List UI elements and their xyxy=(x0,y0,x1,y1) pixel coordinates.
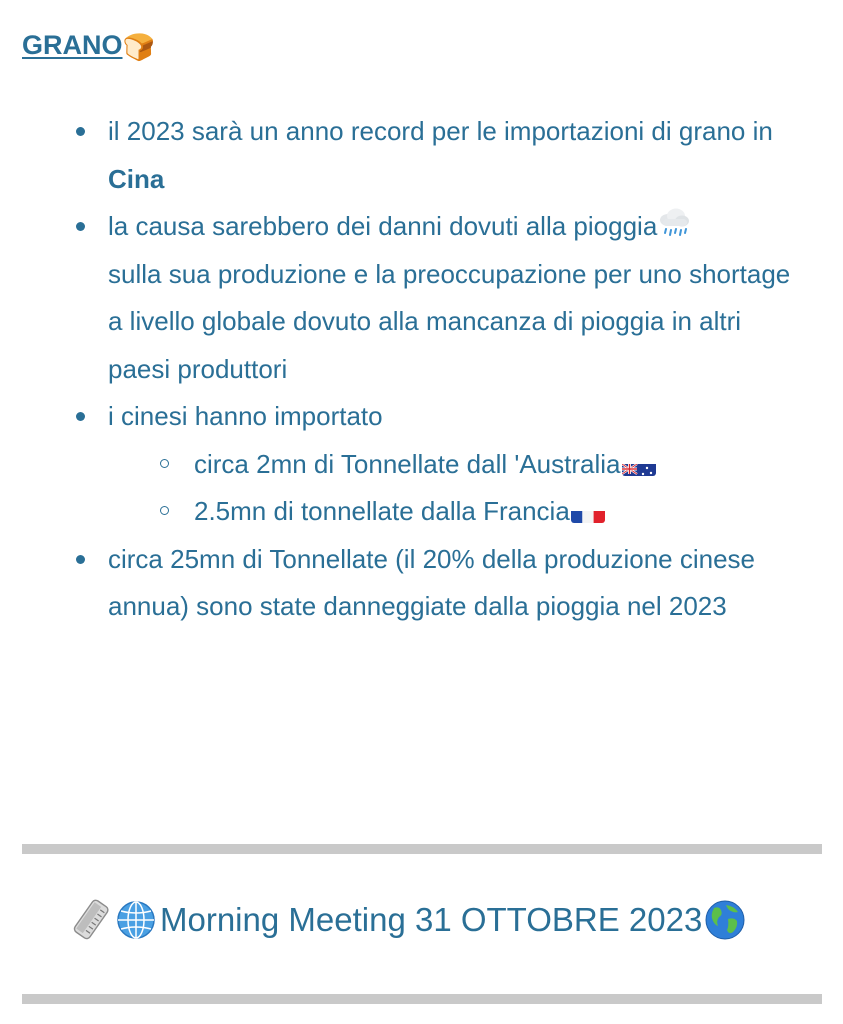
list-item-text: la causa sarebbero dei danni dovuti alla pioggia xyxy=(108,211,658,241)
australia-flag-icon xyxy=(622,454,656,476)
footer-title xyxy=(70,898,746,942)
sub-list-item xyxy=(108,441,808,489)
france-flag-icon xyxy=(571,501,605,523)
bold-country: Cina xyxy=(108,163,165,194)
bullet-list xyxy=(108,108,808,631)
divider-bottom xyxy=(22,994,822,1004)
bullet-circle xyxy=(160,459,169,468)
list-item-text: i cinesi hanno importato xyxy=(108,401,383,431)
sub-list-item-text: 2.5mn di tonnellate dalla Francia xyxy=(194,496,570,526)
sub-list-item-text: circa 2mn di Tonnellate dall 'Australia xyxy=(194,448,621,479)
bread-icon: 🍞 xyxy=(122,33,155,63)
bullet-dot xyxy=(76,127,85,136)
list-item xyxy=(108,203,808,393)
earth-globe-icon xyxy=(704,899,746,941)
list-item xyxy=(108,393,808,536)
list-item xyxy=(108,108,808,203)
footer-text: Morning Meeting 31 OTTOBRE 2023 xyxy=(160,901,703,938)
rain-cloud-icon xyxy=(657,207,691,239)
list-item-text-continued: sulla sua produzione e la preoccupazione per uno shortage a livello globale dovuto alla mancanza di pioggia in altri paesi produttori xyxy=(108,258,791,384)
bullet-circle xyxy=(160,506,169,515)
list-item-text: circa 25mn di Tonnellate (il 20% della produzione cinese annua) sono state danneggiate dalla pioggia nel 2023 xyxy=(108,543,756,621)
sub-list xyxy=(108,441,808,536)
heading-title: GRANO xyxy=(22,30,123,60)
sub-list-item xyxy=(108,488,808,536)
bullet-dot xyxy=(76,222,85,231)
bullet-dot xyxy=(76,412,85,421)
bullet-dot xyxy=(76,555,85,564)
divider-top xyxy=(22,844,822,854)
globe-meridians-icon xyxy=(114,898,158,942)
section-heading[interactable] xyxy=(22,30,155,63)
list-item-text: il 2023 sarà un anno record per le importazioni di grano in xyxy=(108,116,773,146)
rolled-newspaper-icon xyxy=(70,898,114,942)
list-item xyxy=(108,536,808,631)
